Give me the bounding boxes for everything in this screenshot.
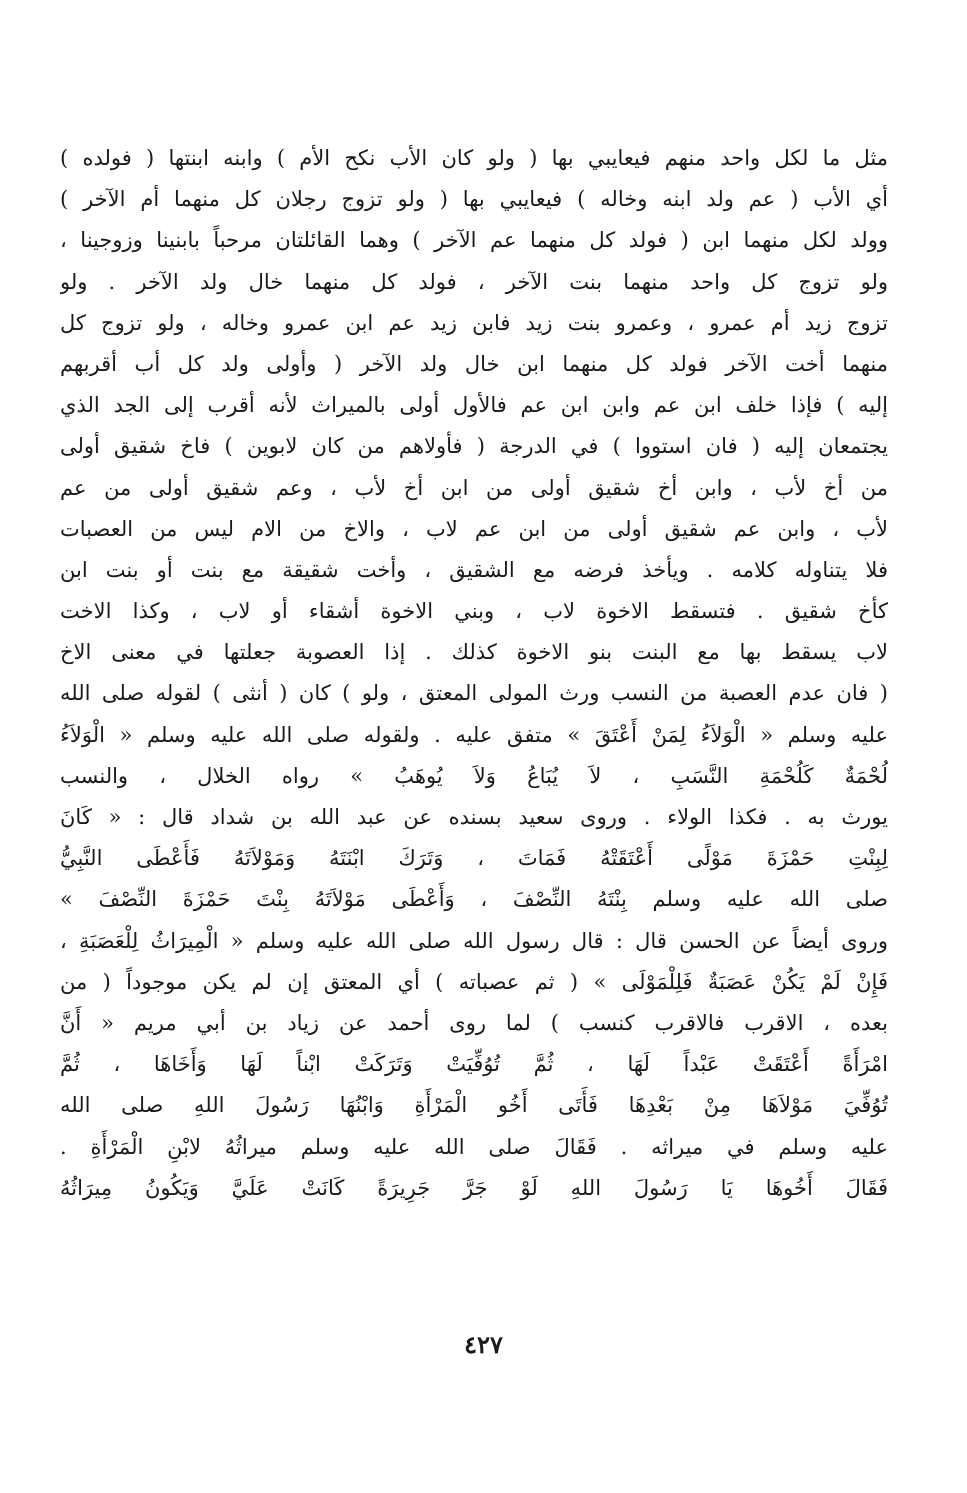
text-line: فَإِنْ لَمْ يَكُنْ عَصَبَةٌ فَلِلْمَوْلَى » ( ثم عصباته ) أي المعتق إن لم يكن موجوداً ( من [60, 969, 888, 994]
text-line: فلا يتناوله كلامه . ويأخذ فرضه مع الشقيق ، وأخت شقيقة مع بنت أو بنت ابن [60, 557, 888, 582]
text-line: مثل ما لكل واحد منهم فيعايبي بها ( ولو كان الأب نكح الأم ) وابنه ابنتها ( فولده ) [60, 146, 888, 170]
text-line: ولو تزوج كل واحد منهما بنت الآخر ، فولد كل منهما خال ولد الآخر . ولو [60, 269, 888, 294]
text-line: فَقَالَ أَخُوهَا يَا رَسُولَ اللهِ لَوْ جَرَّ جَرِيرَةً كَانَتْ عَلَيَّ وَيَكُونُ مِيرَاثُهُ [60, 1175, 888, 1200]
text-line: وولد لكل منهما ابن ( فولد كل منهما عم الآخر ) وهما القائلتان مرحباً بابنينا وزوجينا ، [60, 228, 888, 253]
text-line: لاب يسقط بها مع البنت بنو الاخوة كذلك . إذا العصوبة جعلتها في معنى الاخ [60, 640, 888, 665]
text-line: لِبِنْتِ حَمْزَةَ مَوْلًى أَعْتَقَتْهُ فَمَاتَ ، وَتَرَكَ ابْنَتَهُ وَمَوْلاَتَهُ فَأَعْطَى النَّبِيُّ [60, 846, 888, 871]
text-line: تزوج زيد أم عمرو ، وعمرو بنت زيد فابن زيد عم ابن عمرو وخاله ، ولو تزوج كل [60, 310, 888, 335]
text-line: عليه وسلم في ميراثه . فَقَالَ صلى الله عليه وسلم ميراثُهُ لابْنِ الْمَرْأَةِ . [60, 1134, 888, 1159]
text-line: ( فان عدم العصبة من النسب ورث المولى المعتق ، ولو ) كان ( أنثى ) لقوله صلى الله [60, 681, 888, 706]
page-number: ٤٢٧ [464, 1330, 503, 1359]
text-line: منهما أخت الآخر فولد كل منهما ابن خال ولد الآخر ( وأولى ولد كل أب أقربهم [60, 351, 888, 376]
text-line: يجتمعان إليه ( فان استووا ) في الدرجة ( فأولاهم من كان لابوين ) فاخ شقيق أولى [60, 434, 888, 459]
text-line: إليه ) فإذا خلف ابن عم وابن ابن عم فالأول أولى بالميراث لأنه أقرب إلى الجد الذي [60, 393, 888, 418]
text-line: لُحْمَةٌ كَلُحْمَةِ النَّسَبِ ، لاَ يُبَاعُ وَلاَ يُوهَبُ » رواه الخلال ، والنسب [60, 763, 888, 788]
text-line: بعده ، الاقرب فالاقرب كنسب ) لما روى أحمد عن زياد بن أبي مريم « أَنَّ [60, 1010, 888, 1035]
text-line: امْرَأَةً أَعْتَقَتْ عَبْداً لَهَا ، ثُمَّ تُوُفِّيَتْ وَتَرَكَتْ ابْناً لَهَا وَأَخَاهَا ، ثُمَّ [60, 1052, 888, 1077]
text-line: أي الأب ( عم ولد ابنه وخاله ) فيعايبي بها ( ولو تزوج رجلان كل منهما أم الآخر ) [60, 187, 888, 212]
text-line: لأب ، وابن عم شقيق أولى من ابن عم لاب ، والاخ من الام ليس من العصبات [60, 516, 888, 541]
text-line: وروى أيضاً عن الحسن قال : قال رسول الله صلى الله عليه وسلم « الْمِيرَاثُ لِلْعَصَبَةِ ، [60, 928, 888, 953]
text-line: كأخ شقيق . فتسقط الاخوة لاب ، وبني الاخوة أشقاء أو لاب ، وكذا الاخت [60, 599, 888, 624]
text-line: عليه وسلم « الْوَلاَءُ لِمَنْ أَعْتَقَ » متفق عليه . ولقوله صلى الله عليه وسلم « الْوَلاَءُ [60, 722, 888, 747]
text-line: صلى الله عليه وسلم بِنْتَهُ النِّصْفَ ، وَأَعْطَى مَوْلاَتَهُ بِنْتَ حَمْزَةَ النِّصْفَ » [60, 887, 888, 912]
text-line: من أخ لأب ، وابن أخ شقيق أولى من ابن أخ لأب ، وعم شقيق أولى من عم [60, 475, 888, 500]
text-line: يورث به . فكذا الولاء . وروى سعيد بسنده عن عبد الله بن شداد قال : « كَانَ [60, 805, 888, 829]
body-text [60, 138, 888, 1209]
text-line: تُوُفِّيَ مَوْلاَهَا مِنْ بَعْدِهَا فَأَتَى أَخُو الْمَرْأَةِ وَابْنُهَا رَسُولَ اللهِ صلى الله [60, 1093, 888, 1118]
